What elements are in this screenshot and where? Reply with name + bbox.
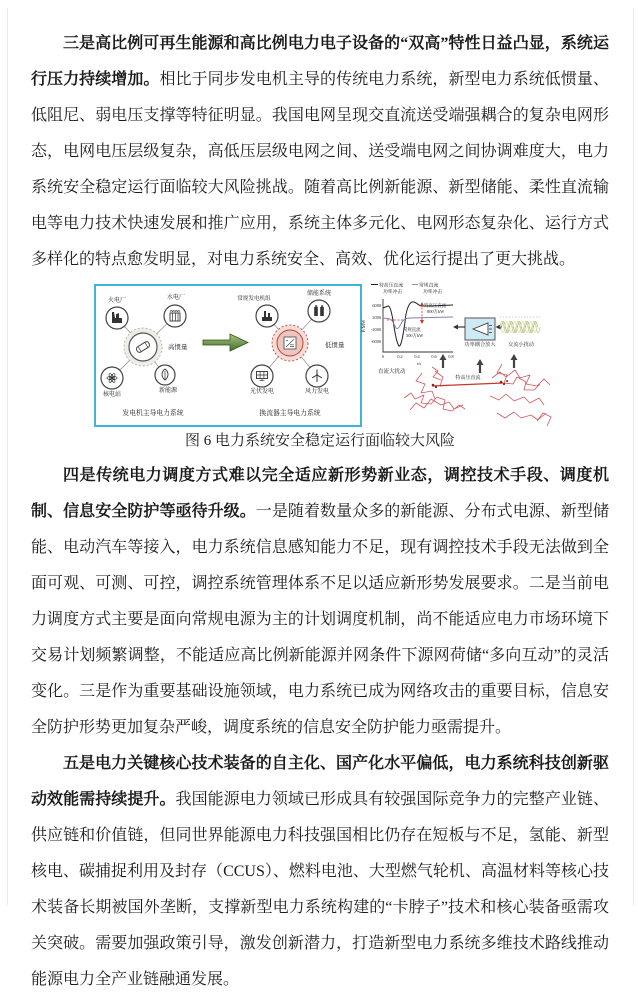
ac-disturbance-label: 交流小扰动 bbox=[508, 342, 534, 348]
pv-node bbox=[251, 365, 273, 387]
uhvdc-link-label: 特高压直流 bbox=[455, 376, 481, 381]
high-inertia-label: 高惯量 bbox=[168, 344, 188, 351]
arrow-head bbox=[496, 325, 501, 330]
figure-caption: 图 6 电力系统安全稳定运行面临较大风险 bbox=[184, 433, 455, 449]
paragraph-five-lead: 五是电力关键核心技术装备的自主化、国产化水平偏低，电力系统科技创新驱动效能需持续提升。 bbox=[31, 755, 609, 808]
paragraph-four-body: 一是随着数量众多的新能源、分布式电源、新型储能、电动汽车等接入，电力系统信息感知能力不足，现有调控技术手段无法做到全面可观、可测、可控，调控系统管理体系不足以适应新形势发展要求。二是当前电力调度方式主要是面向常规电源为主的计划调度机制，尚不能适应电力市场环境下交易计划频繁调整，不能适应高比例新能源并网条件下源网荷储“多向互动”的灵活变化。三是作为重要基础设施领域，电力系统已成为网络攻击的重要目标，信息安全防护形势更加复杂严峻，调度系统的信息安全防护能力亟需提升。 bbox=[31, 503, 609, 736]
legend-sublabel: 功率冲击 bbox=[423, 290, 443, 296]
paragraph-three bbox=[31, 26, 609, 278]
y-tick: 6000 bbox=[372, 303, 381, 308]
node-label: 水电厂 bbox=[166, 295, 186, 301]
coupling-converter-box bbox=[464, 318, 496, 348]
grid-map-right bbox=[490, 364, 551, 426]
converter-system-caption: 换流器主导电力系统 bbox=[259, 410, 321, 417]
node-label: 核电站 bbox=[102, 392, 122, 398]
x-tick: 0.8 bbox=[448, 354, 454, 359]
x-axis-label: t/s bbox=[416, 361, 422, 366]
coupling-label: 功率耦合放大 bbox=[464, 342, 496, 348]
x-tick: 0 bbox=[381, 354, 385, 359]
up-arrow-head bbox=[477, 359, 484, 365]
ac-waveform bbox=[500, 317, 540, 348]
y-tick: 2000 bbox=[372, 315, 381, 320]
system-transition-panel bbox=[95, 285, 361, 426]
arrow-head bbox=[453, 325, 458, 330]
hydro-node bbox=[164, 305, 186, 327]
annotation-text: 800万kW bbox=[427, 309, 445, 314]
node-label: 新能源 bbox=[158, 388, 178, 394]
mini-chart-legend bbox=[371, 282, 442, 296]
annotation-text: 常规直流 bbox=[403, 327, 421, 332]
page-left-edge bbox=[7, 8, 8, 905]
risk-illustration bbox=[362, 282, 551, 426]
legend-sublabel: 功率冲击 bbox=[383, 290, 403, 296]
node-label: 火电厂 bbox=[107, 298, 127, 304]
converter-icon bbox=[284, 337, 296, 349]
low-inertia-label: 低惯量 bbox=[325, 342, 345, 349]
annotation-text: 特高压直流 bbox=[424, 303, 446, 308]
annotation-arrowhead bbox=[420, 320, 424, 324]
annotation-text: 300万kW bbox=[406, 333, 424, 338]
y-tick: -6000 bbox=[370, 339, 381, 344]
grid-map-left bbox=[404, 367, 465, 411]
mini-chart bbox=[362, 299, 454, 366]
paragraph-five-body: 我国能源电力领域已形成具有较强国际竞争力的完整产业链、供应链和价值链，但同世界能源电力科技强国相比仍存在短板与不足，氢能、新型核电、碳捕捉利用及封存（CCUS）、燃料电池、大型燃气轮机、高温材料等核心技术装备长期被国外垄断，支撑新型电力系统构建的“卡脖子”技术和核心装备亟需攻关突破。需要加强政策引导，激发创新潜力，打造新型电力系统多维技术路线推动能源电力全产业链融通发展。 bbox=[31, 791, 609, 988]
node-label: 储能系统 bbox=[306, 291, 332, 297]
node-label: 风力发电 bbox=[304, 389, 330, 395]
legend-label: 特高压直流 bbox=[379, 283, 403, 289]
x-tick: 0.6 bbox=[431, 354, 437, 359]
up-arrow-head bbox=[511, 354, 518, 360]
conventional-units-node bbox=[256, 305, 278, 327]
paragraph-four-lead: 四是传统电力调度方式难以完全适应新形势新业态，调控技术手段、调度机制、信息安全防护等亟待升级。 bbox=[31, 467, 609, 520]
y-tick: -2000 bbox=[370, 327, 381, 332]
legend-label: 常规直流 bbox=[419, 283, 439, 289]
x-tick: 0.2 bbox=[397, 354, 403, 359]
storage-node bbox=[308, 300, 330, 322]
dc-disturbance-label: 直流大扰动 bbox=[378, 369, 406, 375]
uhvdc-link-line bbox=[432, 383, 503, 386]
page-right-edge bbox=[633, 8, 634, 905]
generator-system-caption: 发电机主导电力系统 bbox=[122, 410, 184, 417]
paragraph-four bbox=[31, 458, 609, 746]
figure-6 bbox=[92, 278, 612, 430]
figure-6-graphic bbox=[92, 278, 612, 430]
node-label: 光伏发电 bbox=[249, 389, 275, 395]
node-label: 常规发电机组 bbox=[237, 296, 271, 302]
paragraph-five bbox=[31, 746, 609, 998]
x-tick: 0.4 bbox=[414, 354, 420, 359]
y-axis-label: P/MW bbox=[362, 319, 367, 333]
up-arrow-head bbox=[440, 354, 447, 360]
paragraph-three-lead: 三是高比例可再生能源和高比例电力电子设备的“双高”特性日益凸显，系统运行压力持续增加。 bbox=[31, 35, 609, 88]
paragraph-three-body: 相比于同步发电机主导的传统电力系统，新型电力系统低惯量、低阻尼、弱电压支撑等特征明显。我国电网呈现交直流送受端强耦合的复杂电网形态，电网电压层级复杂，高低压层级电网之间、送受端电网之间协调难度大，电力系统安全稳定运行面临较大风险挑战。随着高比例新能源、新型储能、柔性直流输电等电力技术快速发展和推广应用，系统主体多元化、电网形态复杂化、运行方式多样化的特点愈发明显，对电力系统安全、高效、优化运行提出了更大挑战。 bbox=[31, 71, 609, 268]
